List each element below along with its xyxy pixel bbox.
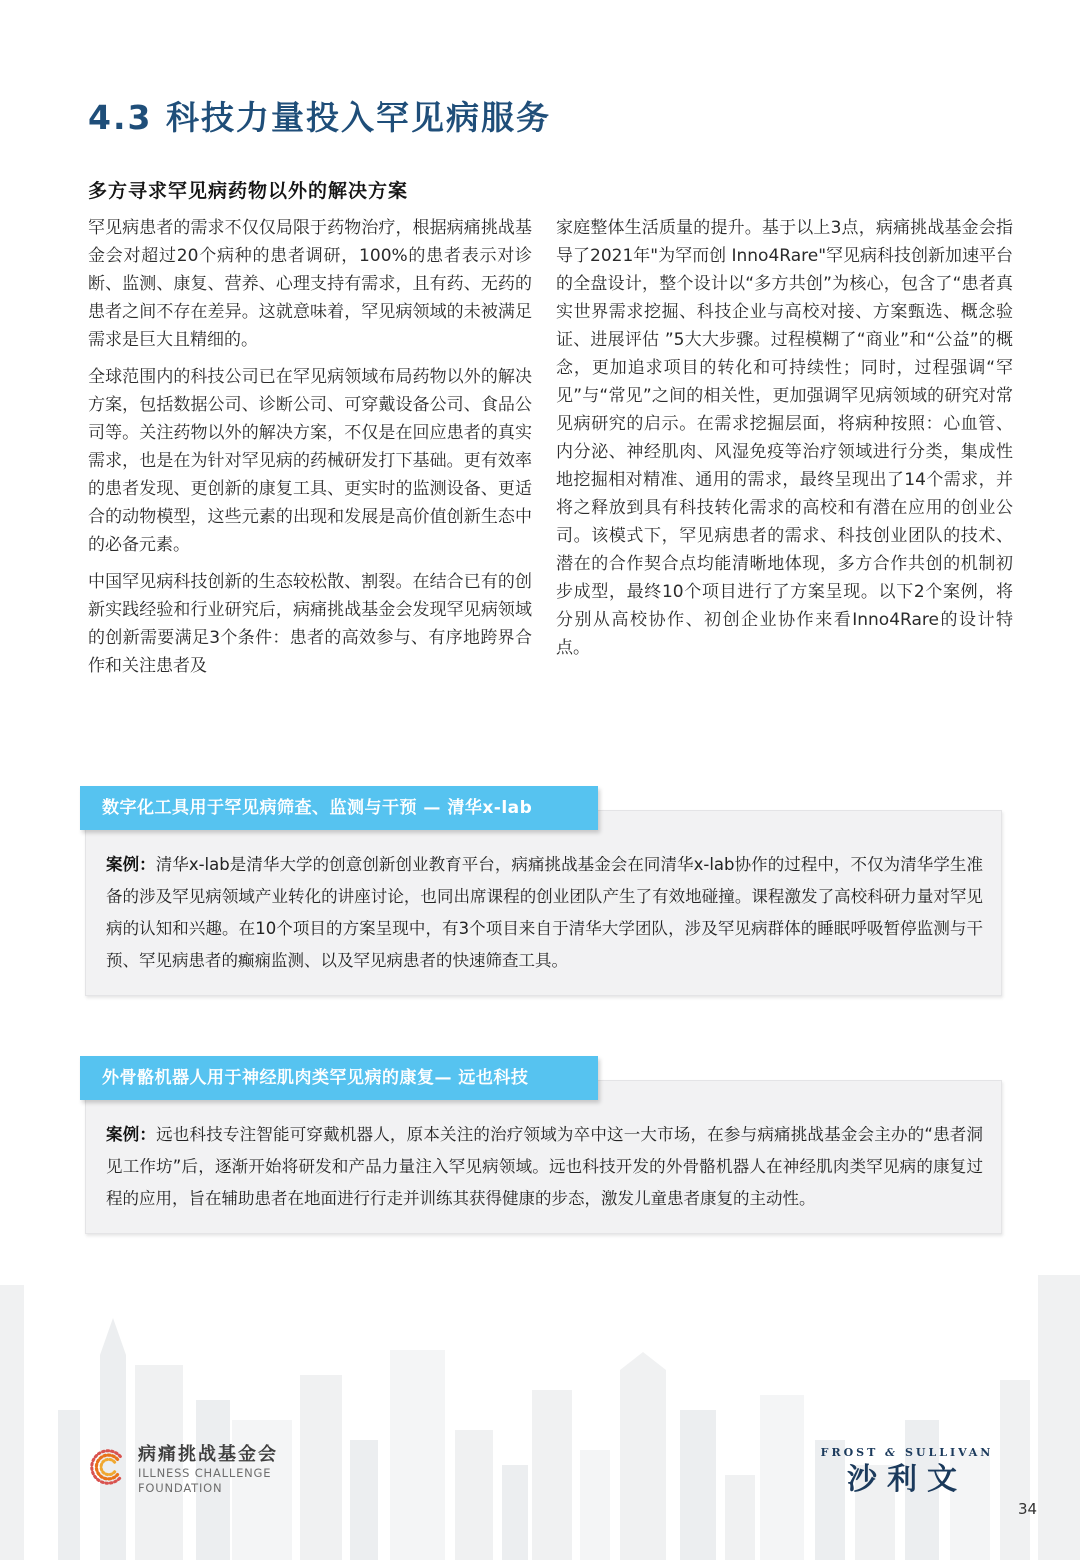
case-paragraph [106, 1119, 983, 1215]
icf-logo [86, 1444, 278, 1496]
page-number: 34 [1018, 1500, 1038, 1518]
fs-name-cn: 沙利文 [847, 1462, 967, 1497]
case-body [85, 810, 1002, 996]
case-label: 案例： [106, 855, 156, 874]
fs-ampersand: & [885, 1446, 899, 1459]
paragraph: 家庭整体生活质量的提升。基于以上3点，病痛挑战基金会指导了2021年"为罕而创 Inno4Rare"罕见病科技创新加速平台的全盘设计，整个设计以“多方共创”为核心，包含了“患者真实世界需求挖掘、科技企业与高校对接、方案甄选、概念验证、进展评估 ”5大大步骤。过程模糊了“商业”和“公益”的概念，更加追求项目的转化和可持续性；同时，过程强调“罕见”与“常见”之间的相关性，更加强调罕见病领域的研究对常见病研究的启示。在需求挖掘层面，将病种按照：心血管、内分泌、神经肌肉、风湿免疫等治疗领域进行分类，集成性地挖掘相对精准、通用的需求，最终呈现出了14个需求，并将之释放到具有科技转化需求的高校和有潜在应用的创业公司。该模式下，罕见病患者的需求、科技创业团队的技术、潜在的合作契合点均能清晰地体现，多方合作共创的机制初步成型，最终10个项目进行了方案呈现。以下2个案例，将分别从高校协作、初创企业协作来看Inno4Rare的设计特点。 [556, 218, 1014, 658]
icf-logo-text [138, 1444, 278, 1496]
icf-name-en-1: ILLNESS CHALLENGE [138, 1466, 272, 1480]
icf-name-cn: 病痛挑战基金会 [138, 1444, 278, 1465]
paragraph: 中国罕见病科技创新的生态较松散、割裂。在结合已有的创新实践经验和行业研究后，病痛挑战基金会发现罕见病领域的创新需要满足3个条件：患者的高效参与、有序地跨界合作和关注患者及 [88, 572, 532, 676]
frost-sullivan-logo [812, 1446, 1002, 1498]
icf-name-en-2: FOUNDATION [138, 1481, 223, 1495]
case-box-yuanye-tech [80, 1056, 1002, 1236]
case-text: 远也科技专注智能可穿戴机器人，原本关注的治疗领域为卒中这一大市场，在参与病痛挑战基金会主办的“患者洞见工作坊”后，逐渐开始将研发和产品力量注入罕见病领域。远也科技开发的外骨骼机器人在神经肌肉类罕见病的康复过程的应用，旨在辅助患者在地面进行行走并训练其获得健康的步态，激发儿童患者康复的主动性。 [106, 1125, 983, 1208]
fs-name-en [812, 1446, 1002, 1460]
paragraph: 全球范围内的科技公司已在罕见病领域布局药物以外的解决方案，包括数据公司、诊断公司、可穿戴设备公司、食品公司等。关注药物以外的解决方案，不仅是在回应患者的真实需求，也是在为针对罕见病的药械研发打下基础。更有效率的患者发现、更创新的康复工具、更实时的监测设备、更适合的动物模型，这些元素的出现和发展是高价值创新生态中的必备元素。 [88, 367, 532, 555]
icf-logo-icon [86, 1446, 128, 1488]
case-header-bar: 数字化工具用于罕见病筛查、监测与干预 — 清华x-lab [80, 786, 598, 830]
fs-sullivan: SULLIVAN [904, 1446, 994, 1459]
city-skyline-watermark [0, 1260, 1080, 1560]
page-title: 4.3 科技力量投入罕见病服务 [88, 98, 551, 137]
section-heading: 多方寻求罕见病药物以外的解决方案 [88, 180, 409, 202]
case-text: 清华x-lab是清华大学的创意创新创业教育平台，病痛挑战基金会在同清华x-lab协作的过程中，不仅为清华学生准备的涉及罕见病领域产业转化的讲座讨论，也同出席课程的创业团队产生了有效地碰撞。课程激发了高校科研力量对罕见病的认知和兴趣。在10个项目的方案呈现中，有3个项目来自于清华大学团队，涉及罕见病群体的睡眠呼吸暂停监测与干预、罕见病患者的癫痫监测、以及罕见病患者的快速筛查工具。 [106, 855, 983, 970]
paragraph: 罕见病患者的需求不仅仅局限于药物治疗，根据病痛挑战基金会对超过20个病种的患者调研，100%的患者表示对诊断、监测、康复、营养、心理支持有需求，且有药、无药的患者之间不存在差异。这就意味着，罕见病领域的未被满足需求是巨大且精细的。 [88, 218, 532, 350]
case-box-tsinghua-xlab [80, 786, 1002, 991]
case-body [85, 1080, 1002, 1234]
case-header-bar: 外骨骼机器人用于神经肌肉类罕见病的康复— 远也科技 [80, 1056, 598, 1100]
left-text-column [88, 214, 532, 680]
case-paragraph [106, 849, 983, 977]
case-label: 案例： [106, 1125, 157, 1144]
right-text-column [556, 214, 1013, 662]
fs-frost: FROST [820, 1446, 879, 1459]
